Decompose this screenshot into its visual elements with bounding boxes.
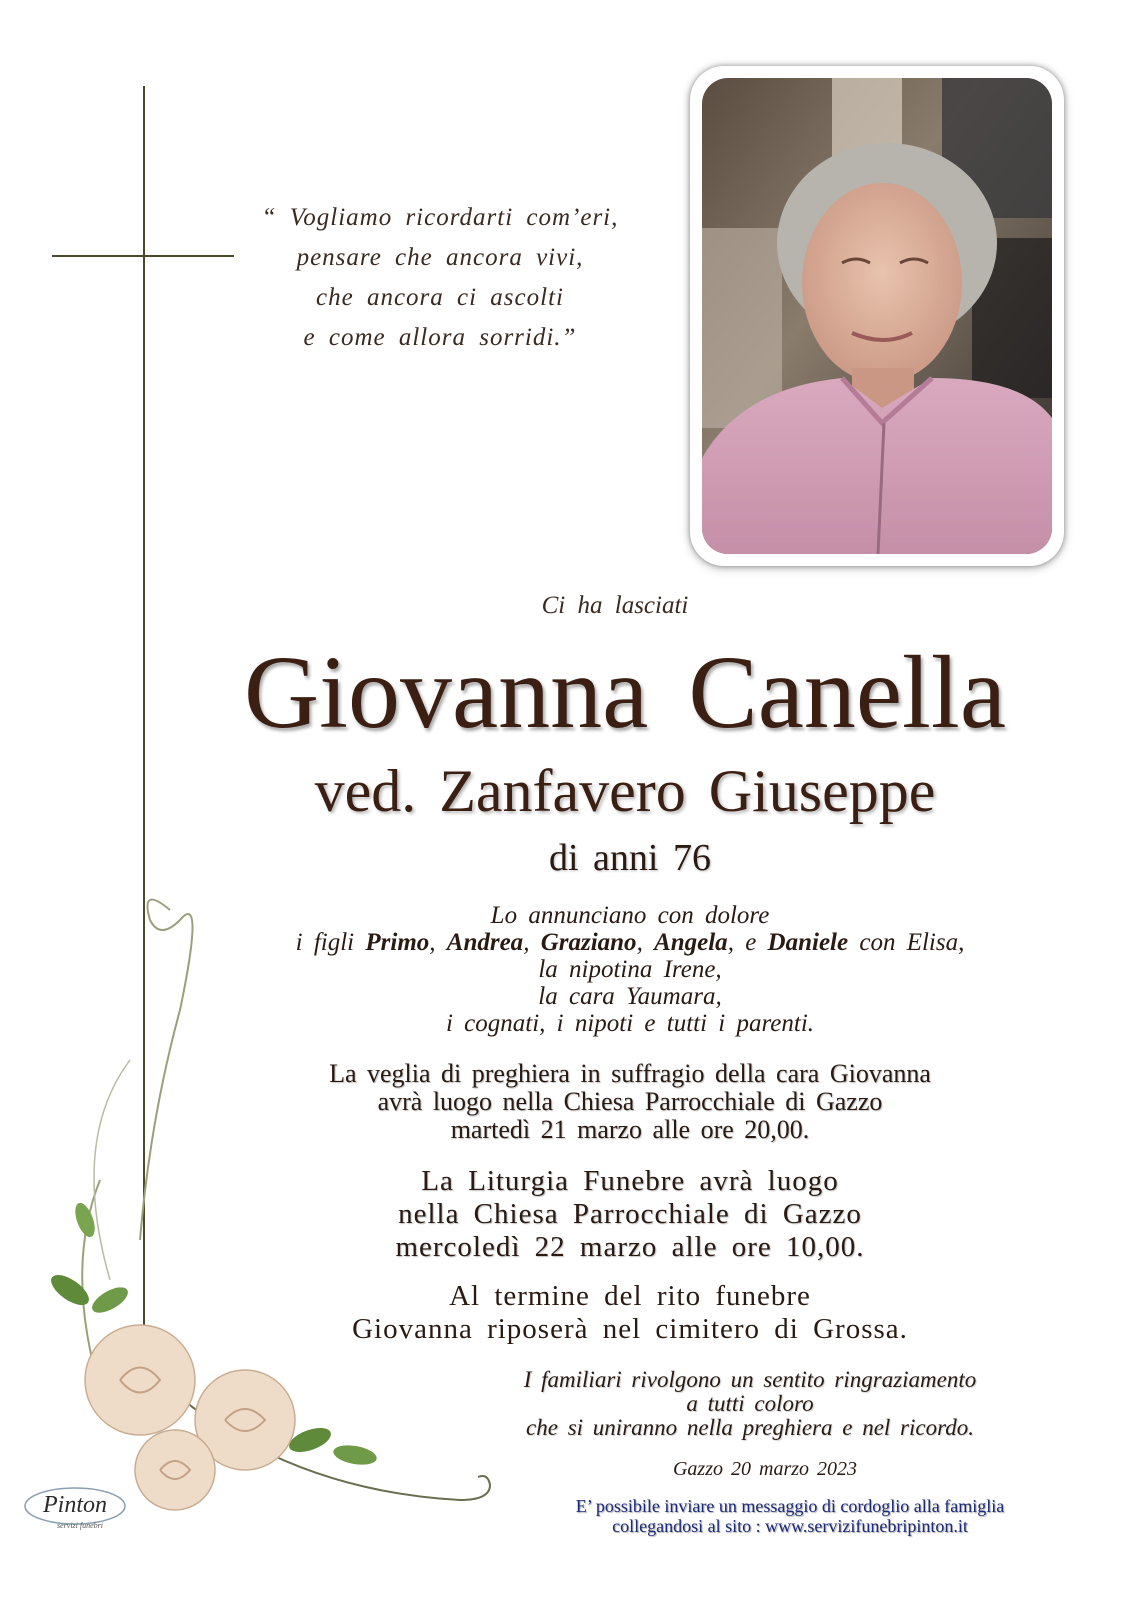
children-suffix: con Elisa, <box>859 929 965 956</box>
child-name: Primo <box>365 929 430 956</box>
vigil-line: La veglia di preghiera in suffragio della cara Giovanna <box>329 1059 931 1088</box>
quote-line: pensare che ancora vivi, <box>296 244 584 271</box>
intro-text: Ci ha lasciati <box>541 592 689 619</box>
child-separator: , <box>429 929 436 956</box>
widow-of: ved. Zanfavero Giuseppe <box>314 758 936 824</box>
age: di anni 76 <box>549 837 711 879</box>
deceased-name: Giovanna Canella <box>244 635 1006 750</box>
burial-line: Giovanna riposerà nel cimitero di Grossa. <box>352 1313 908 1345</box>
place-date: Gazzo 20 marzo 2023 <box>672 1458 858 1480</box>
logo-tagline: servizi funebri <box>57 1521 103 1530</box>
vigil-line: avrà luogo nella Chiesa Parrocchiale di Gazzo <box>377 1087 883 1116</box>
announcement-line: la nipotina Irene, <box>538 956 722 983</box>
portrait-frame <box>690 66 1064 566</box>
condolence-note <box>490 1496 1090 1536</box>
vigil-line: martedì 21 marzo alle ore 20,00. <box>450 1115 810 1144</box>
condolence-line: E’ possibile inviare un messaggio di cordoglio alla famiglia <box>575 1496 1005 1516</box>
announcement-line: la cara Yaumara, <box>538 983 722 1010</box>
liturgy-line: nella Chiesa Parrocchiale di Gazzo <box>398 1198 862 1230</box>
quote-line: che ancora ci ascolti <box>316 284 564 311</box>
logo-name: Pinton <box>43 1492 107 1518</box>
child-separator: , <box>523 929 530 956</box>
portrait-photo <box>702 78 1052 554</box>
pinton-logo <box>20 1478 130 1538</box>
cross-horizontal-bar <box>52 255 234 257</box>
thanks-line: a tutti coloro <box>686 1391 814 1416</box>
child-separator: , e <box>727 929 757 956</box>
logo-emblem-icon <box>20 1478 130 1538</box>
liturgy-line: La Liturgia Funebre avrà luogo <box>421 1165 839 1197</box>
announcement-line: Lo annunciano con dolore <box>490 902 770 929</box>
child-name: Angela <box>654 929 728 956</box>
thanks-line: che si uniranno nella preghiera e nel ricordo. <box>526 1415 974 1440</box>
announcement-line: i cognati, i nipoti e tutti i parenti. <box>445 1010 815 1037</box>
condolence-line: collegandosi al sito : www.servizifunebripinton.it <box>612 1516 968 1536</box>
child-name: Daniele <box>767 929 849 956</box>
quote-line: e come allora sorridi.” <box>303 324 577 351</box>
quote-line: “ Vogliamo ricordarti com’eri, <box>261 204 619 231</box>
portrait-image <box>702 78 1052 554</box>
burial-line: Al termine del rito funebre <box>449 1280 811 1312</box>
rose-decoration <box>40 880 560 1540</box>
liturgy-line: mercoledì 22 marzo alle ore 10,00. <box>395 1231 865 1263</box>
children-prefix: i figli <box>295 929 355 956</box>
memorial-quote <box>230 198 650 358</box>
child-name: Graziano <box>540 929 637 956</box>
thanks-line: I familiari rivolgono un sentito ringraziamento <box>523 1367 977 1392</box>
child-name: Andrea <box>446 929 524 956</box>
child-separator: , <box>636 929 643 956</box>
